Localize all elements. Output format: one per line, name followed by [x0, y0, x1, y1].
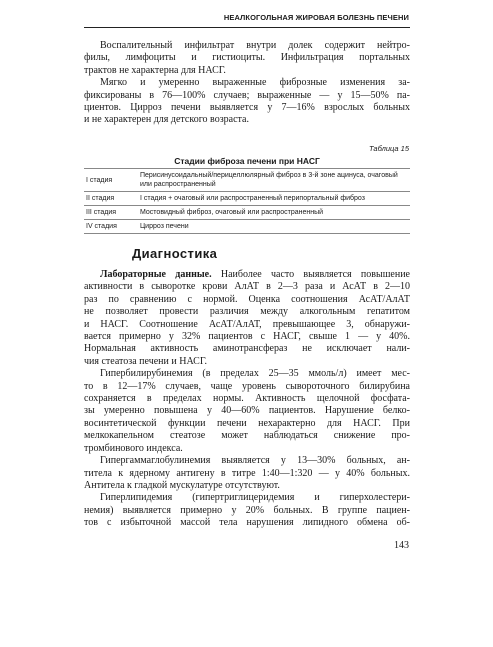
text-line: Гиперлипидемия (гипертриглицеридемия и гиперхолестери- — [100, 492, 410, 504]
text-line: активности в сыворотке крови АлАТ в 2—3 раза и АсАТ в 2—10 — [84, 281, 410, 293]
description-cell: Мостовидный фиброз, очаговый или распространенный — [140, 209, 324, 216]
text-line — [84, 269, 410, 281]
diag-paragraph-4 — [84, 492, 410, 529]
fibrosis-stages-table — [84, 168, 410, 234]
diagnostics-text — [84, 269, 410, 530]
table-title: Стадии фиброза печени при НАСГ — [174, 156, 320, 166]
text-line: Гипербилирубинемия (в пределах 25—35 ммоль/л) имеет мес- — [100, 368, 410, 380]
text-line: фиксированы в 76—100% случаев; выраженные — у 15—50% па- — [84, 89, 410, 101]
text-line: Воспалительный инфильтрат внутри долек содержит нейтро- — [100, 40, 410, 51]
text-line: Антитела к гладкой мускулатуре отсутствуют. — [84, 479, 280, 491]
description-cell: Цирроз печени — [140, 223, 189, 230]
text-line: тов с избыточной массой тела нарушения липидного обмена об- — [84, 517, 410, 529]
lead-in: Лабораторные данные. — [100, 269, 212, 280]
diag-paragraph-3 — [84, 455, 410, 492]
diag-paragraph-1 — [84, 269, 410, 368]
stage-cell: I стадия — [86, 176, 113, 184]
intro-text — [84, 40, 410, 127]
text-line: филы, лимфоциты и гистиоциты. Инфильтрация портальных — [84, 52, 410, 64]
text-line: и не характерен для детского возраста. — [84, 114, 249, 126]
running-header: НЕАЛКОГОЛЬНАЯ ЖИРОВАЯ БОЛЕЗНЬ ПЕЧЕНИ — [223, 13, 409, 22]
table-row — [84, 220, 410, 234]
text-line: трактов не характерна для НАСГ. — [84, 64, 226, 76]
stage-cell: III стадия — [86, 209, 117, 216]
text-line: вается примерно у 32% пациентов с НАСГ, свыше 1 — у 40%. — [84, 331, 410, 343]
text-line: зы умеренно повышена у 40—60% пациентов. Нарушение белко- — [84, 405, 410, 417]
text-line: Гипергаммаглобулинемия выявляется у 13—30% больных, ан- — [100, 455, 410, 467]
text-line: мелкокапельном стеатозе может наблюдаться снижение про- — [84, 430, 410, 442]
text-line: тромбинового индекса. — [84, 442, 183, 454]
text-line: Нормальная активность аминотрансфераз не исключает нали- — [84, 343, 410, 355]
description-cell: I стадия + очаговый или распространенный перипортальный фиброз — [140, 195, 365, 202]
text-line: восинтетической функции печени нехарактерно для НАСГ. При — [84, 417, 410, 429]
table-row — [84, 206, 410, 220]
text-line: чия стеатоза печени и НАСГ. — [84, 355, 207, 367]
diag-paragraph-2 — [84, 368, 410, 455]
intro-paragraph-2 — [84, 77, 410, 127]
table-row — [84, 192, 410, 206]
text-line: не позволяет провести различия между алкогольным гепатитом — [84, 306, 410, 318]
text-line: Мягко и умеренно выраженные фиброзные изменения за- — [100, 77, 410, 89]
table-row — [84, 169, 410, 192]
table-caption: Таблица 15 — [368, 144, 409, 153]
page-number: 143 — [394, 540, 409, 551]
text-line: то в 12—17% случаев, чаще уровень сывороточного билирубина — [84, 380, 410, 392]
text-line: и НАСГ. Соотношение АсАТ/АлАТ, превышающее 3, обнаружи- — [84, 318, 410, 330]
text-line: немия) выявляется примерно у 20% больных. В группе пациен- — [84, 504, 410, 516]
section-heading: Диагностика — [132, 246, 218, 261]
header-rule — [84, 27, 410, 28]
text-line: сохраняется в пределах нормы. Активность щелочной фосфата- — [84, 393, 410, 405]
text-line: титела к ядерному антигену в титре 1:40—1:320 — у 40% больных. — [84, 467, 410, 479]
description-cell: Перисинусоидальный/перицеллюлярный фиброз в 3-й зоне ацинуса, очаговый или распространенный — [140, 172, 398, 188]
stage-cell: II стадия — [86, 195, 115, 202]
intro-paragraph-1 — [84, 40, 410, 77]
stage-cell: IV стадия — [86, 223, 117, 230]
lead-continuation: Наиболее часто выявляется повышение — [211, 269, 410, 280]
text-line: раз по сравнению с нормой. Оценка соотношения АсАТ/АлАТ — [84, 293, 410, 305]
text-line: циентов. Цирроз печени выявляется у 7—16% взрослых больных — [84, 102, 410, 114]
